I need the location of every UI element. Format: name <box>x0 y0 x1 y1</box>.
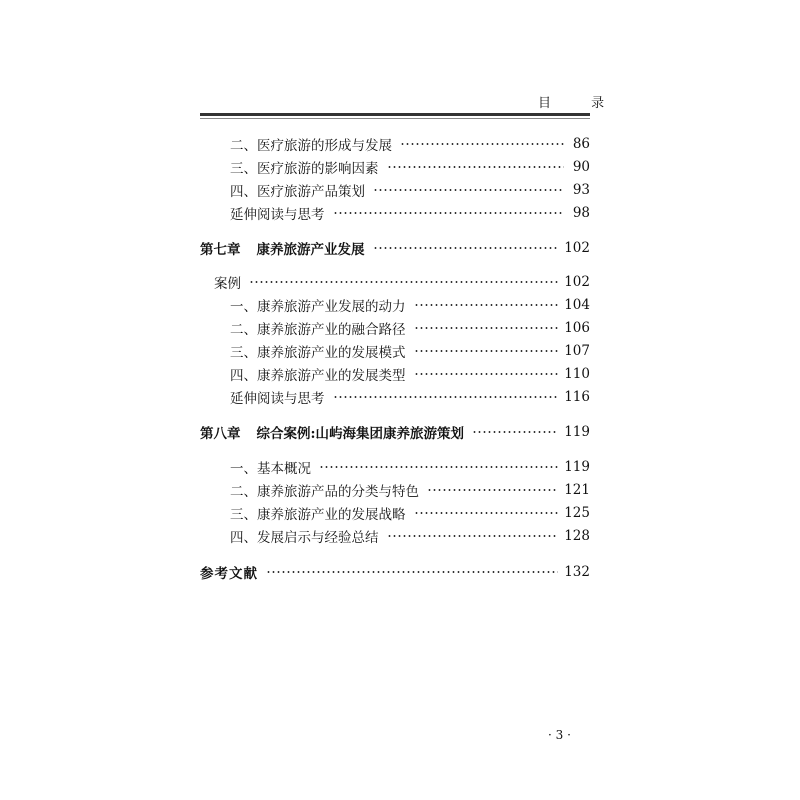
toc-references-row <box>200 562 590 582</box>
chapter-number: 第八章 <box>200 426 241 442</box>
toc-row <box>200 457 590 477</box>
toc-row <box>200 272 590 292</box>
toc-entry-label: 三、康养旅游产业的发展模式 <box>230 345 406 361</box>
dot-leader <box>333 396 559 398</box>
toc-page-number: 106 <box>564 320 590 336</box>
toc-row <box>200 341 590 361</box>
toc-row <box>200 364 590 384</box>
toc-row <box>200 203 590 223</box>
toc-entry-label: 四、医疗旅游产品策划 <box>230 184 365 200</box>
chapter-title: 康养旅游产业发展 <box>256 242 365 258</box>
toc-entry-label: 二、康养旅游产品的分类与特色 <box>230 484 419 500</box>
chapter-title: 综合案例:山屿海集团康养旅游策划 <box>256 426 464 442</box>
toc-row <box>200 180 590 200</box>
toc-row <box>200 387 590 407</box>
toc-page-number: 93 <box>572 182 590 198</box>
toc-page-number: 116 <box>564 389 590 405</box>
toc-entry-label: 四、康养旅游产业的发展类型 <box>230 368 406 384</box>
toc-page-number: 125 <box>564 505 590 521</box>
dot-leader <box>373 189 564 191</box>
dot-leader <box>472 431 558 433</box>
dot-leader <box>266 571 558 573</box>
toc-row <box>200 480 590 500</box>
dot-leader <box>414 350 559 352</box>
toc-row <box>200 318 590 338</box>
toc-page-number: 86 <box>572 136 590 152</box>
references-heading: 参考文献 <box>200 566 258 582</box>
dot-leader <box>427 489 558 491</box>
dot-leader <box>414 304 559 306</box>
page-header-title: 目 录 <box>538 96 623 111</box>
toc-chapter-heading <box>200 238 373 258</box>
page-number-footer: · 3 · <box>548 728 571 742</box>
toc-chapter-row <box>200 238 590 258</box>
dot-leader <box>373 247 559 249</box>
dot-leader <box>319 466 558 468</box>
toc-page-number: 102 <box>564 274 590 290</box>
toc-row <box>200 134 590 154</box>
toc-page-number: 119 <box>564 459 590 475</box>
toc-page-number: 121 <box>564 482 590 498</box>
toc-chapter-row <box>200 422 590 442</box>
dot-leader <box>387 535 559 537</box>
toc-entry-label: 案例 <box>214 276 241 292</box>
toc-row <box>200 157 590 177</box>
toc-entry-label: 三、康养旅游产业的发展战略 <box>230 507 406 523</box>
toc-chapter-heading <box>200 422 472 442</box>
toc-page-number: 119 <box>564 424 590 440</box>
dot-leader <box>414 327 559 329</box>
toc-page-number: 110 <box>564 366 590 382</box>
dot-leader <box>387 166 565 168</box>
toc-page-number: 104 <box>564 297 590 313</box>
toc-row <box>200 526 590 546</box>
toc-entry-label: 延伸阅读与思考 <box>230 207 325 223</box>
toc-entry-label: 二、康养旅游产业的融合路径 <box>230 322 406 338</box>
toc-page-number: 102 <box>564 240 590 256</box>
dot-leader <box>414 373 559 375</box>
toc-entry-label: 延伸阅读与思考 <box>230 391 325 407</box>
dot-leader <box>400 143 564 145</box>
dot-leader <box>333 212 565 214</box>
dot-leader <box>414 512 559 514</box>
header-rule <box>200 113 590 116</box>
toc-entry-label: 四、发展启示与经验总结 <box>230 530 379 546</box>
toc-entry-label: 一、基本概况 <box>230 461 311 477</box>
toc-entry-label: 二、医疗旅游的形成与发展 <box>230 138 392 154</box>
toc-page-number: 132 <box>564 564 590 580</box>
toc-row <box>200 503 590 523</box>
toc-entry-label: 三、医疗旅游的影响因素 <box>230 161 379 177</box>
header-rule-thin <box>200 118 590 119</box>
dot-leader <box>249 281 558 283</box>
toc-page-number: 90 <box>572 159 590 175</box>
toc-page-number: 128 <box>564 528 590 544</box>
toc-row <box>200 295 590 315</box>
toc-page-number: 107 <box>564 343 590 359</box>
toc-page-number: 98 <box>572 205 590 221</box>
chapter-number: 第七章 <box>200 242 241 258</box>
toc-entry-label: 一、康养旅游产业发展的动力 <box>230 299 406 315</box>
